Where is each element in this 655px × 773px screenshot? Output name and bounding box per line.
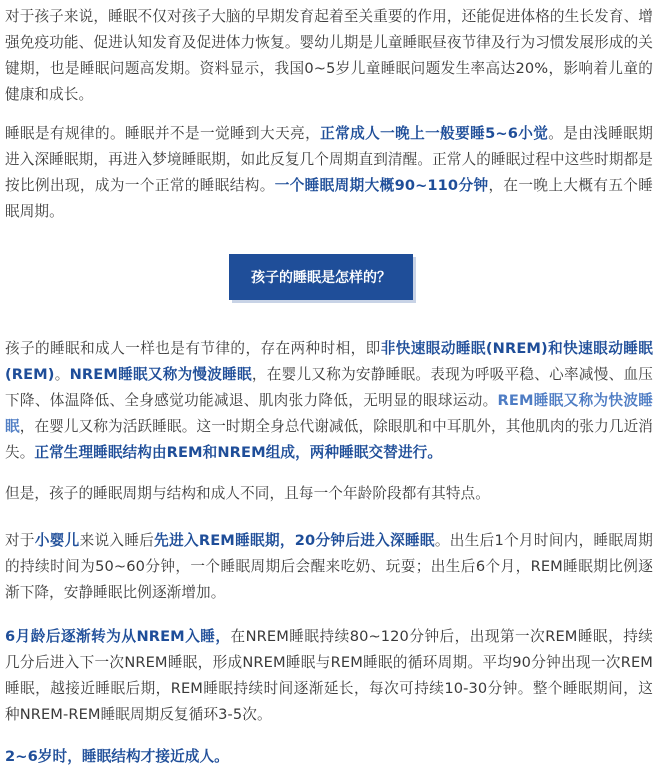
text-span: 但是，孩子的睡眠周期与结构和成人不同，且每一个年龄阶段都有其特点。	[5, 485, 490, 502]
intro-paragraph	[5, 4, 653, 108]
highlight-adult-sleep: 正常成人一晚上一般要睡5~6小觉	[320, 125, 549, 142]
highlight-rem-first: 先进入REM睡眠期，20分钟后进入深睡眠	[154, 532, 435, 549]
age-difference-paragraph	[5, 481, 653, 507]
highlight-nrem-slow-wave: NREM睡眠又称为慢波睡眠	[69, 366, 252, 383]
text-span: ，在婴儿又称为安静睡眠。表现为呼吸平稳、心率减慢、血压下降、体温降低、全身感觉功能减退、肌肉张力降低，无明显的眼球运动。	[5, 366, 653, 409]
text-span: 孩子的睡眠和成人一样也是有节律的，存在两种时相，即	[5, 340, 381, 357]
highlight-six-month: 6月龄后逐渐转为从NREM入睡，	[5, 628, 231, 645]
text-span: 。	[54, 366, 70, 383]
text-span: 对于	[5, 532, 35, 549]
text-span: ，在婴儿又称为活跃睡眠。这一时期全身总代谢减低，除眼肌和中耳肌外，其他肌肉的张力几近消失。	[5, 418, 653, 461]
text-span: 在NREM睡眠持续80~120分钟后，出现第一次REM睡眠，持续几分后进入下一次NREM睡眠，形成NREM睡眠与REM睡眠的循环周期。平均90分钟出现一次REM睡眠，越接近睡眠后期，REM睡眠持续时间逐渐延长，每次可持续10-30分钟。整个睡眠期间，这种NREM-REM睡眠周期反复循环3-5次。	[5, 628, 653, 723]
text-span: 睡眠是有规律的。睡眠并不是一觉睡到大天亮，	[5, 125, 321, 142]
highlight-rem-fast-wave: REM睡眠又称为快波睡眠	[5, 392, 653, 435]
intro-text: 对于孩子来说，睡眠不仅对孩子大脑的早期发育起着至关重要的作用，还能促进体格的生长发育、增强免疫功能、促进认知发育及促进体力恢复。婴幼儿期是儿童睡眠昼夜节律及行为习惯发展形成的关键期，也是睡眠问题高发期。资料显示，我国0~5岁儿童睡眠问题发生率高达20%，影响着儿童的健康和成长。	[5, 8, 653, 103]
section-heading: 孩子的睡眠是怎样的？	[229, 254, 413, 300]
highlight-infant: 小婴儿	[34, 532, 80, 549]
sleep-rhythm-paragraph	[5, 121, 653, 225]
highlight-nrem-rem: 非快速眼动睡眠(NREM)和快速眼动睡眠(REM)	[5, 340, 653, 383]
infant-sleep-paragraph	[5, 528, 653, 606]
text-span: 。出生后1个月时间内，睡眠周期的持续时间为50~60分钟，一个睡眠周期后会醒来吃奶、玩耍；出生后6个月，REM睡眠期比例逐渐下降，安静睡眠比例逐渐增加。	[5, 532, 653, 601]
toddler-paragraph	[5, 744, 653, 770]
six-month-paragraph	[5, 624, 653, 728]
sleep-phases-paragraph	[5, 336, 653, 466]
text-span: ，在一晚上大概有五个睡眠周期。	[5, 177, 653, 220]
highlight-sleep-cycle: 一个睡眠周期大概90~110分钟	[274, 177, 489, 194]
highlight-toddler: 2~6岁时，睡眠结构才接近成人。	[5, 748, 229, 765]
text-span: 。是由浅睡眠期进入深睡眠期，再进入梦境睡眠期，如此反复几个周期直到清醒。正常人的睡眠过程中这些时期都是按比例出现，成为一个正常的睡眠结构。	[5, 125, 653, 194]
text-span: 来说入睡后	[79, 532, 155, 549]
highlight-sleep-structure: 正常生理睡眠结构由REM和NREM组成，两种睡眠交替进行。	[34, 444, 443, 461]
